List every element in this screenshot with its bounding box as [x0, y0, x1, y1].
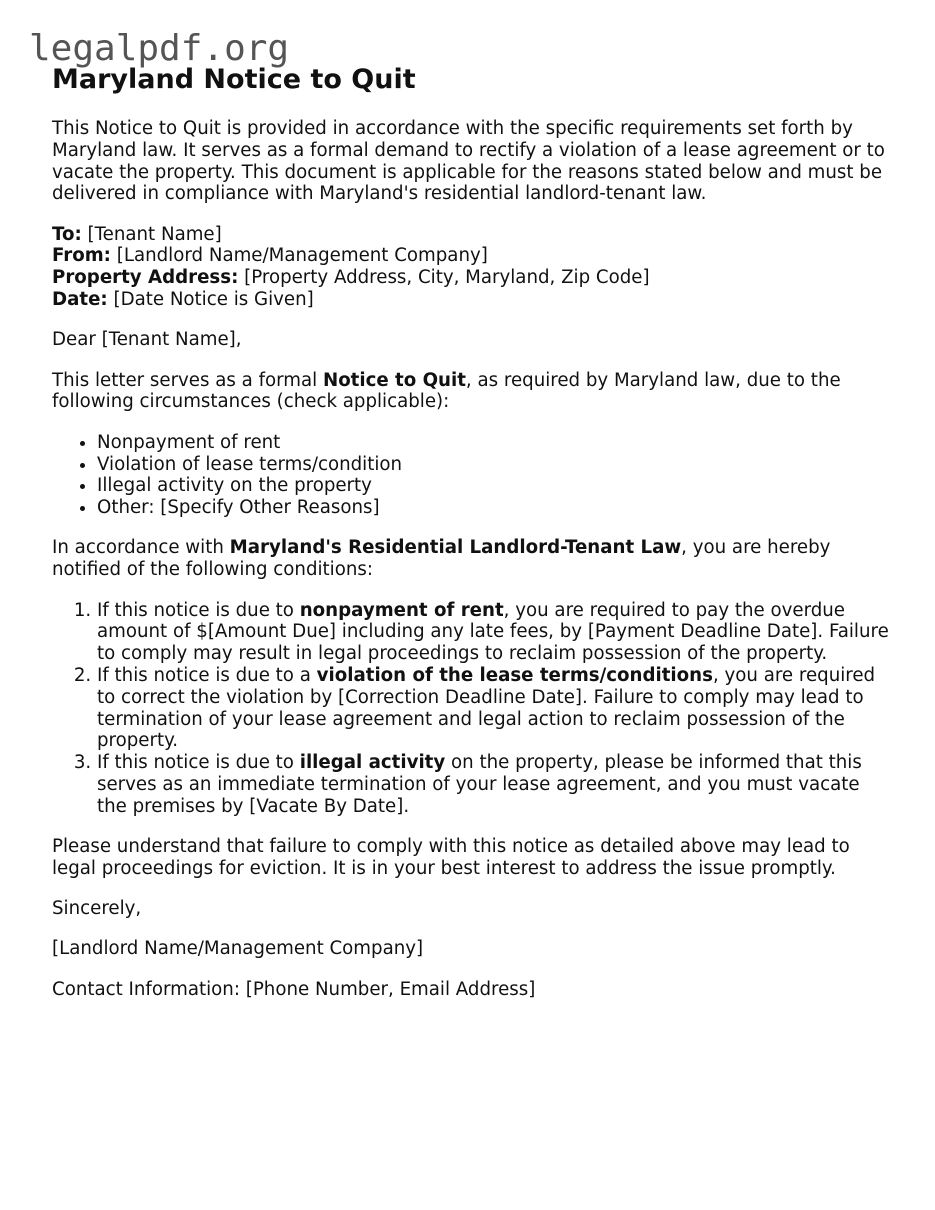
to-field: [52, 224, 892, 246]
letter-text-pre: This letter serves as a formal: [52, 369, 323, 391]
condition-text-pre: If this notice is due to: [97, 599, 300, 621]
condition-item: [97, 600, 892, 665]
condition-text-post: , you are required to correct the violation by [Correction Deadline Date]. Failure to comply may lead to termination of your lease agreement and legal action to reclaim possession of the property.: [97, 664, 876, 752]
watermark-logo: legalpdf.org: [29, 28, 290, 69]
property-address-value: [Property Address, City, Maryland, Zip Code]: [238, 267, 650, 289]
letter-paragraph: [52, 370, 892, 414]
date-field: [52, 289, 892, 311]
closing-paragraph: Please understand that failure to comply with this notice as detailed above may lead to legal proceedings for eviction. It is in your best interest to address the issue promptly.: [52, 836, 850, 879]
property-address-field: [52, 267, 892, 289]
contact-information: Contact Information: [Phone Number, Email Address]: [52, 978, 536, 1000]
from-value: [Landlord Name/Management Company]: [110, 245, 488, 267]
letter-text-post: , as required by Maryland law, due to the following circumstances (check applicable):: [52, 369, 841, 413]
accordance-text-post: , you are hereby notified of the following conditions:: [52, 537, 831, 581]
condition-text-bold: violation of the lease terms/conditions: [316, 664, 713, 686]
to-label: To:: [52, 223, 82, 245]
signoff: Sincerely,: [52, 898, 142, 920]
date-label: Date:: [52, 289, 108, 311]
list-item: • Nonpayment of rent: [97, 432, 892, 454]
condition-text-pre: If this notice is due to: [97, 752, 300, 774]
signature-placeholder: [Landlord Name/Management Company]: [52, 938, 424, 960]
condition-text-pre: If this notice is due to a: [97, 664, 317, 686]
condition-text-bold: nonpayment of rent: [299, 599, 504, 621]
from-field: [52, 245, 892, 267]
document-title: Maryland Notice to Quit: [52, 64, 416, 95]
salutation: Dear [Tenant Name],: [52, 329, 242, 351]
condition-text-bold: illegal activity: [299, 752, 446, 774]
list-item: • Other: [Specify Other Reasons]: [97, 497, 892, 519]
date-value: [Date Notice is Given]: [107, 289, 314, 311]
list-item: • Illegal activity on the property: [97, 475, 892, 497]
from-label: From:: [52, 245, 111, 267]
letter-text-bold: Notice to Quit: [322, 369, 466, 391]
header-fields: [52, 224, 892, 311]
document-body: [52, 62, 892, 1019]
circumstances-list: [52, 432, 892, 519]
condition-item: [97, 665, 892, 752]
intro-paragraph: This Notice to Quit is provided in accordance with the specific requirements set forth by Maryland law. It serves as a formal demand to rectify a violation of a lease agreement or to vacate the property. This document is applicable for the reasons stated below and must be delivered in compliance with Maryland's residential landlord-tenant law.: [52, 118, 885, 205]
condition-item: [97, 752, 892, 817]
accordance-paragraph: [52, 537, 892, 581]
accordance-text-bold: Maryland's Residential Landlord-Tenant Law: [229, 537, 682, 559]
condition-text-post: on the property, please be informed that this serves as an immediate termination of your lease agreement, and you must vacate the premises by [Vacate By Date].: [97, 752, 862, 817]
conditions-list: [52, 600, 892, 818]
property-address-label: Property Address:: [52, 267, 239, 289]
to-value: [Tenant Name]: [81, 223, 222, 245]
accordance-text-pre: In accordance with: [52, 537, 230, 559]
list-item: • Violation of lease terms/condition: [97, 454, 892, 476]
condition-text-post: , you are required to pay the overdue amount of $[Amount Due] including any late fees, by [Payment Deadline Date]. Failure to comply may result in legal proceedings to reclaim possession of the property.: [97, 599, 889, 665]
